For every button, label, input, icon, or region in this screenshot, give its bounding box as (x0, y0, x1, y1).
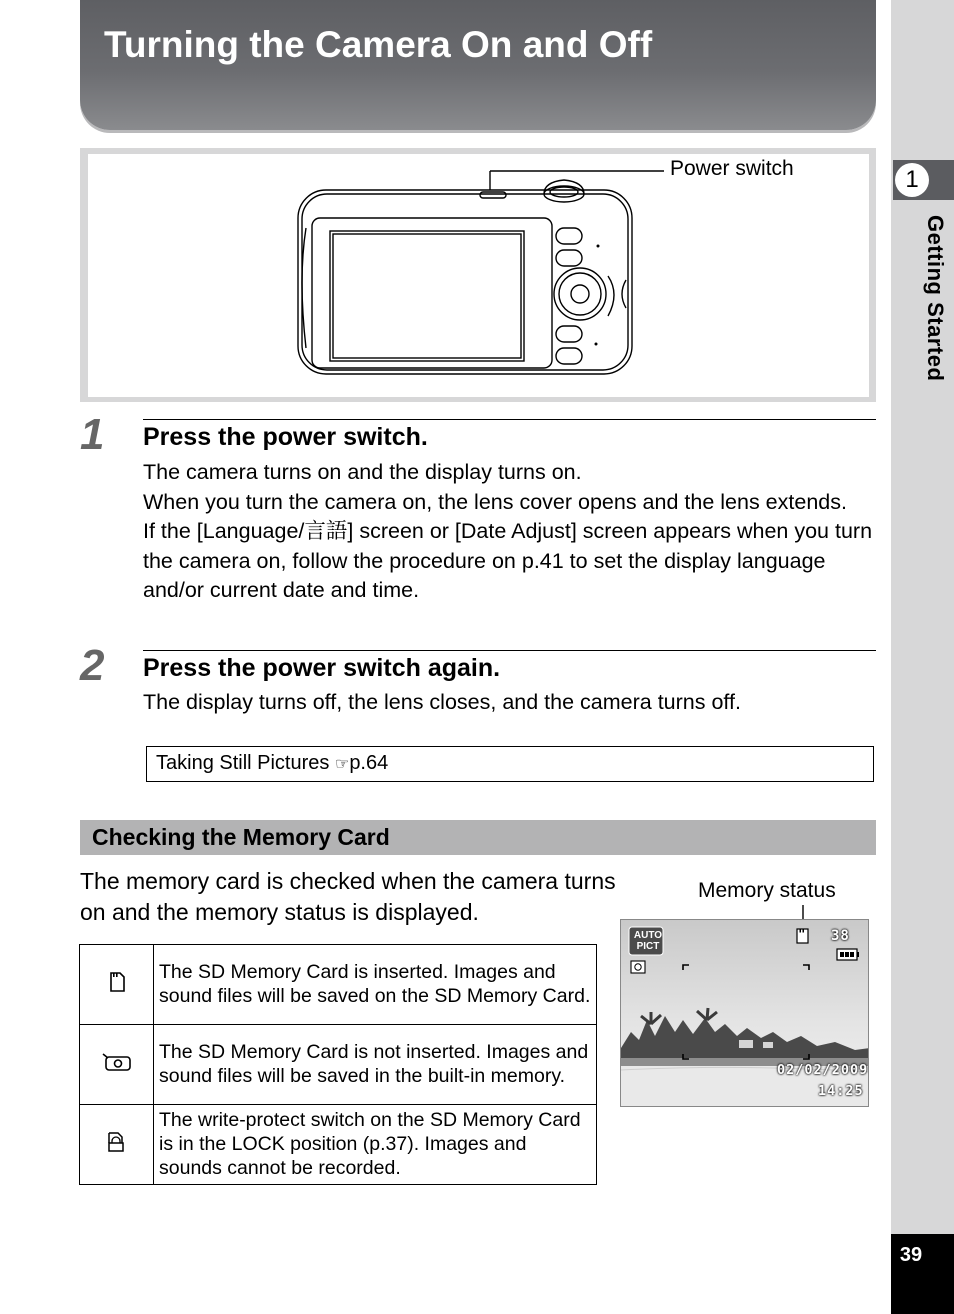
step-rule (143, 419, 876, 420)
section-title: Checking the Memory Card (92, 824, 390, 850)
step-title: Press the power switch again. (143, 654, 501, 682)
date-display: 02/02/2009 (777, 1062, 869, 1078)
section-intro: The memory card is checked when the camera turns on and the memory status is displayed. (80, 868, 616, 925)
chapter-label: Getting Started (923, 215, 948, 382)
shooting-mode-icon (631, 930, 665, 952)
table-row (80, 945, 597, 1025)
mode-label: PICT (636, 941, 660, 952)
reference-text: Taking Still Pictures (156, 752, 330, 774)
table-text-cell: The SD Memory Card is not inserted. Images and sound files will be saved in the built-in memory. (154, 1025, 597, 1105)
sd-card-icon (108, 971, 126, 993)
step-paragraph: When you turn the camera on, the lens cover opens and the lens extends. (143, 489, 847, 514)
page-number: 39 (899, 1244, 923, 1266)
step-rule (143, 650, 876, 651)
reference-page: p.64 (349, 752, 389, 774)
step-paragraph: The display turns off, the lens closes, and the camera turns off. (143, 690, 741, 714)
memory-status-table (79, 944, 597, 1185)
built-in-memory-icon (102, 1052, 132, 1072)
table-icon-cell (80, 1105, 154, 1185)
page-title: Turning the Camera On and Off (104, 24, 653, 65)
camera-screen-image (620, 919, 869, 1107)
reference-link[interactable] (156, 752, 388, 775)
step-title: Press the power switch. (143, 423, 428, 451)
step-number: 2 (80, 641, 105, 690)
step-body (143, 688, 878, 718)
table-row (80, 1025, 597, 1105)
memory-status-callout: Memory status (698, 879, 836, 902)
table-text-cell: The write-protect switch on the SD Memory Card is in the LOCK position (p.37). Images and sounds cannot be recorded. (154, 1105, 597, 1185)
step-body (143, 458, 878, 606)
mode-label: AUTO (633, 930, 663, 941)
chapter-number: 1 (895, 163, 929, 197)
table-row (80, 1105, 597, 1185)
time-display: 14:25 (818, 1083, 864, 1099)
camera-back-illustration (290, 168, 670, 382)
power-switch-callout: Power switch (670, 157, 794, 180)
table-icon-cell (80, 945, 154, 1025)
remaining-shots: 38 (831, 928, 850, 944)
step-number: 1 (80, 410, 105, 459)
step-paragraph: If the [Language/言語] screen or [Date Adjust] screen appears when you turn the camera on, follow the procedure on p.41 to set the display language and/or current date and time. (143, 519, 873, 602)
table-icon-cell (80, 1025, 154, 1105)
pointing-hand-icon: ☞ (334, 756, 350, 773)
power-switch (480, 192, 506, 198)
table-text-cell: The SD Memory Card is inserted. Images and sound files will be saved on the SD Memory Card. (154, 945, 597, 1025)
sd-card-locked-icon (106, 1131, 128, 1153)
step-paragraph: The camera turns on and the display turns on. (143, 460, 582, 484)
